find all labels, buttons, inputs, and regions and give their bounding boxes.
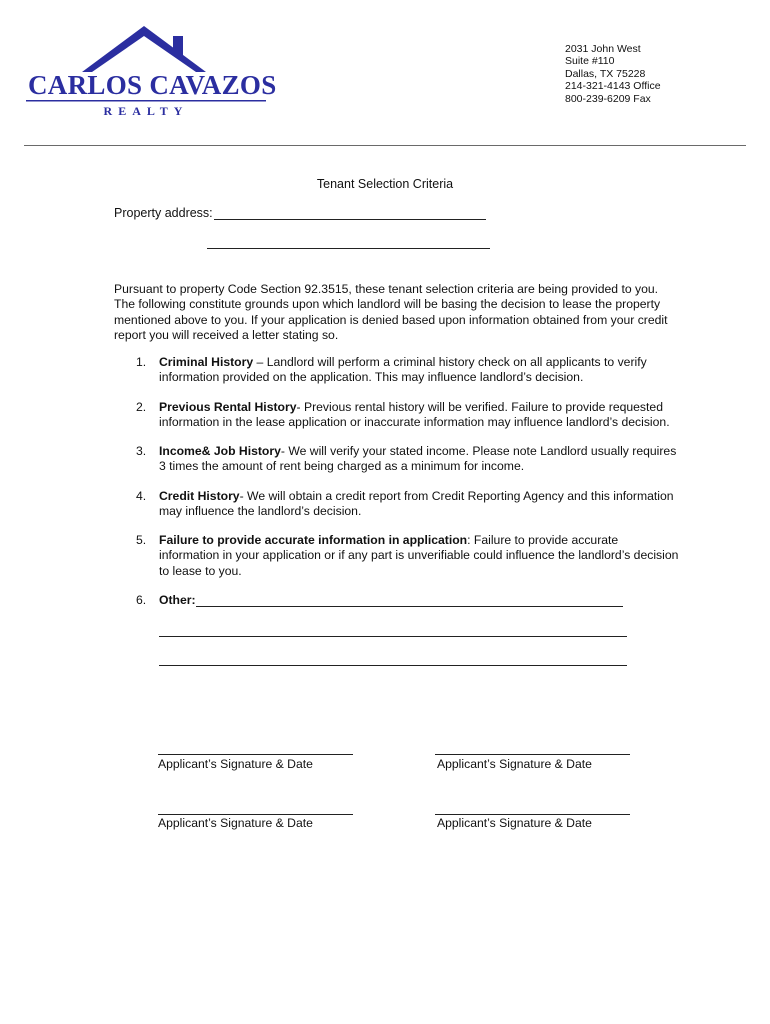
intro-paragraph: Pursuant to property Code Section 92.3515, these tenant selection criteria are being provided to you. The following constitute grounds upon which landlord will be basing the decision to lease the property mentioned above to you. If your application is denied based upon information obtained from your credit report you will received a letter stating so. xyxy=(114,282,668,342)
signature-label-3: Applicant’s Signature & Date xyxy=(158,816,313,830)
address-suite: Suite #110 xyxy=(565,55,615,68)
address-fax: 800-239-6209 Fax xyxy=(565,92,651,105)
company-logo xyxy=(26,22,277,122)
criteria-number: 2. xyxy=(136,400,147,414)
other-line-3[interactable] xyxy=(159,665,627,666)
header-divider xyxy=(24,145,746,146)
page-title: Tenant Selection Criteria xyxy=(316,177,454,191)
criteria-number: 6. xyxy=(136,593,147,607)
address-city: Dallas, TX 75228 xyxy=(565,67,646,80)
criteria-title: Income& Job History xyxy=(159,444,281,458)
criteria-number: 1. xyxy=(136,355,147,369)
criteria-text: – Landlord will perform a criminal history check on all applicants to verify information provided on the application. This may influence landlord’s decision. xyxy=(159,355,647,385)
criteria-title: Previous Rental History xyxy=(159,400,297,414)
criteria-text: - We will verify your stated income. Please note Landlord usually requires 3 times the amount of rent being charged as a minimum for income. xyxy=(159,444,677,474)
brand-name: CARLOS CAVAZOS xyxy=(28,70,277,100)
other-line-2[interactable] xyxy=(159,636,627,637)
criteria-title: Failure to provide accurate information in application xyxy=(159,533,468,547)
company-address xyxy=(565,43,661,105)
criteria-title: Other: xyxy=(159,593,196,607)
signature-label-2: Applicant’s Signature & Date xyxy=(437,757,592,771)
signature-line-3[interactable] xyxy=(158,814,353,815)
criteria-title: Criminal History xyxy=(159,355,254,369)
criteria-number: 3. xyxy=(136,444,147,458)
property-address-line-1[interactable] xyxy=(214,219,486,220)
signature-line-1[interactable] xyxy=(158,754,353,755)
property-address-line-2[interactable] xyxy=(207,248,490,249)
brand-subtitle: REALTY xyxy=(103,104,189,118)
criteria-text: : Failure to provide accurate information in your application or if any part is unverifiable could influence the landlord’s decision to lease to you. xyxy=(159,533,679,578)
criteria-text: - We will obtain a credit report from Credit Reporting Agency and this information may influence the landlord’s decision. xyxy=(159,489,674,519)
criteria-title: Credit History xyxy=(159,489,240,503)
property-address-label: Property address: xyxy=(114,206,213,220)
criteria-number: 4. xyxy=(136,489,147,503)
other-line-1[interactable] xyxy=(196,606,623,607)
criteria-number: 5. xyxy=(136,533,147,547)
signature-label-4: Applicant’s Signature & Date xyxy=(437,816,592,830)
address-street: 2031 John West xyxy=(565,43,641,55)
address-office-phone: 214-321-4143 Office xyxy=(565,80,661,93)
signature-label-1: Applicant’s Signature & Date xyxy=(158,757,313,771)
signature-line-4[interactable] xyxy=(435,814,630,815)
criteria-text: - Previous rental history will be verified. Failure to provide requested information in the lease application or inaccurate information may influence landlord’s decision. xyxy=(159,400,670,430)
signature-line-2[interactable] xyxy=(435,754,630,755)
